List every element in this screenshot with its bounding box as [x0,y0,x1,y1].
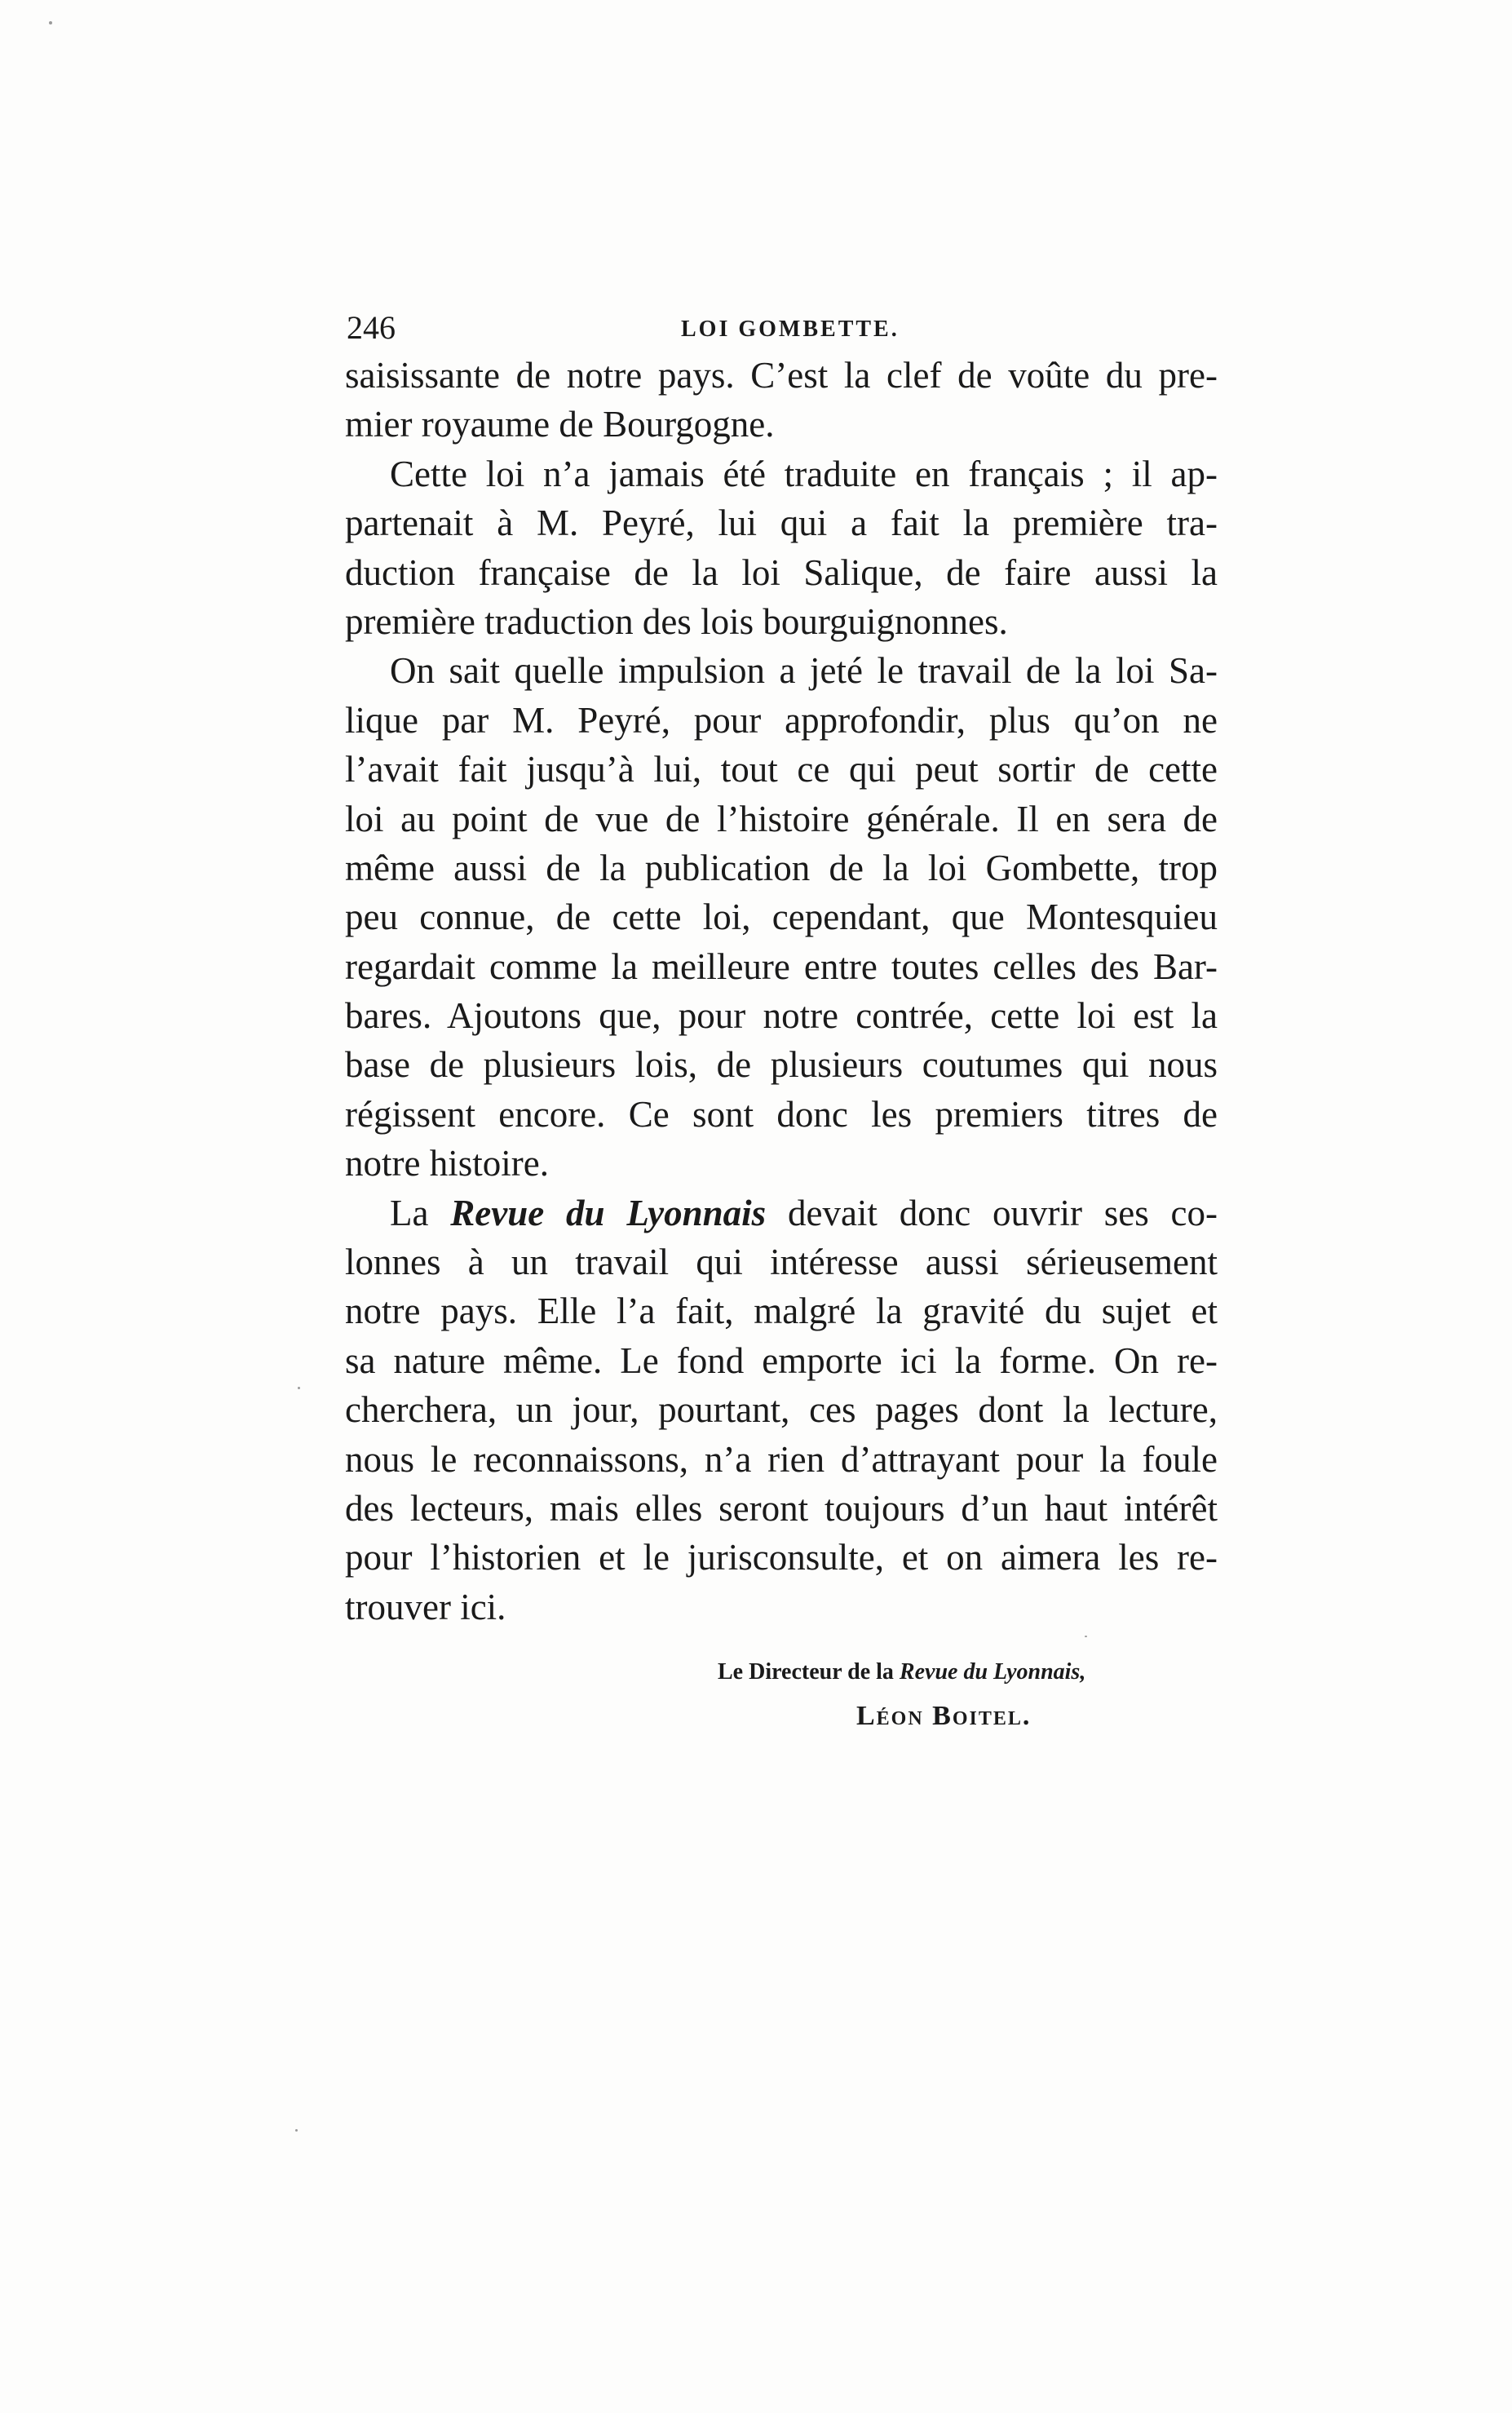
text-line: mier royaume de Bourgogne. [345,404,775,445]
ink-speck [295,2129,298,2132]
text-line: lonnes à un travail qui intéresse aussi sérieusement [345,1242,1218,1283]
text-line: saisissante de notre pays. C’est la clef de voûte du pre- [345,355,1218,396]
page-number: 246 [347,309,396,346]
text-line: bares. Ajoutons que, pour notre contrée, cette loi est la [345,995,1218,1037]
ink-speck [1085,1636,1087,1637]
text-line: trouver ici. [345,1586,506,1627]
para-rest: devait donc ouvrir ses co- [787,1192,1218,1233]
text-line: notre histoire. [345,1143,549,1184]
running-title: LOI GOMBETTE. [681,317,900,342]
text-line: première traduction des lois bourguignonnes. [345,600,1008,642]
page-header [347,303,1219,352]
signature-name: Léon Boitel. [856,1701,1032,1731]
text-line: On sait quelle impulsion a jeté le travail de la loi Sa- [390,650,1218,692]
para-prefix: La [390,1192,451,1233]
signature-journal: Revue du Lyonnais, [899,1659,1086,1685]
text-line: cherchera, un jour, pourtant, ces pages dont la lecture, [345,1389,1218,1431]
text-line: notre pays. Elle l’a fait, malgré la gravité du sujet et [345,1291,1218,1332]
text-line: Cette loi n’a jamais été traduite en français ; il ap- [390,453,1218,494]
text-line: partenait à M. Peyré, lui qui a fait la première tra- [345,503,1218,544]
text-line: pour l’historien et le jurisconsulte, et on aimera les re- [345,1537,1218,1578]
journal-title: Revue du Lyonnais [450,1192,767,1233]
text-line: lique par M. Peyré, pour approfondir, plus qu’on ne [345,699,1218,741]
text-line: base de plusieurs lois, de plusieurs coutumes qui nous [345,1044,1218,1086]
body-text [345,351,1218,1632]
text-line: regardait comme la meilleure entre toutes celles des Bar- [345,945,1218,987]
ink-speck [298,1387,300,1389]
text-line: peu connue, de cette loi, cependant, que Montesquieu [345,897,1218,938]
text-line: nous le reconnaissons, n’a rien d’attrayant pour la foule [345,1438,1218,1480]
text-line: l’avait fait jusqu’à lui, tout ce qui peut sortir de cette [345,749,1218,790]
signature-title-prefix: Le Directeur de la [718,1659,900,1685]
signature-title [718,1654,1207,1690]
ink-speck [49,21,52,24]
signature-block [718,1654,1207,1734]
text-line: des lecteurs, mais elles seront toujours d’un haut intérêt [345,1487,1218,1529]
text-line: duction française de la loi Salique, de faire aussi la [345,551,1218,593]
text-line: même aussi de la publication de la loi Gombette, trop [345,847,1218,888]
text-line: sa nature même. Le fond emporte ici la forme. On re- [345,1339,1218,1381]
text-line: loi au point de vue de l’histoire générale. Il en sera de [345,798,1218,839]
text-line [345,1189,1218,1237]
text-line: régissent encore. Ce sont donc les premiers titres de [345,1093,1218,1135]
